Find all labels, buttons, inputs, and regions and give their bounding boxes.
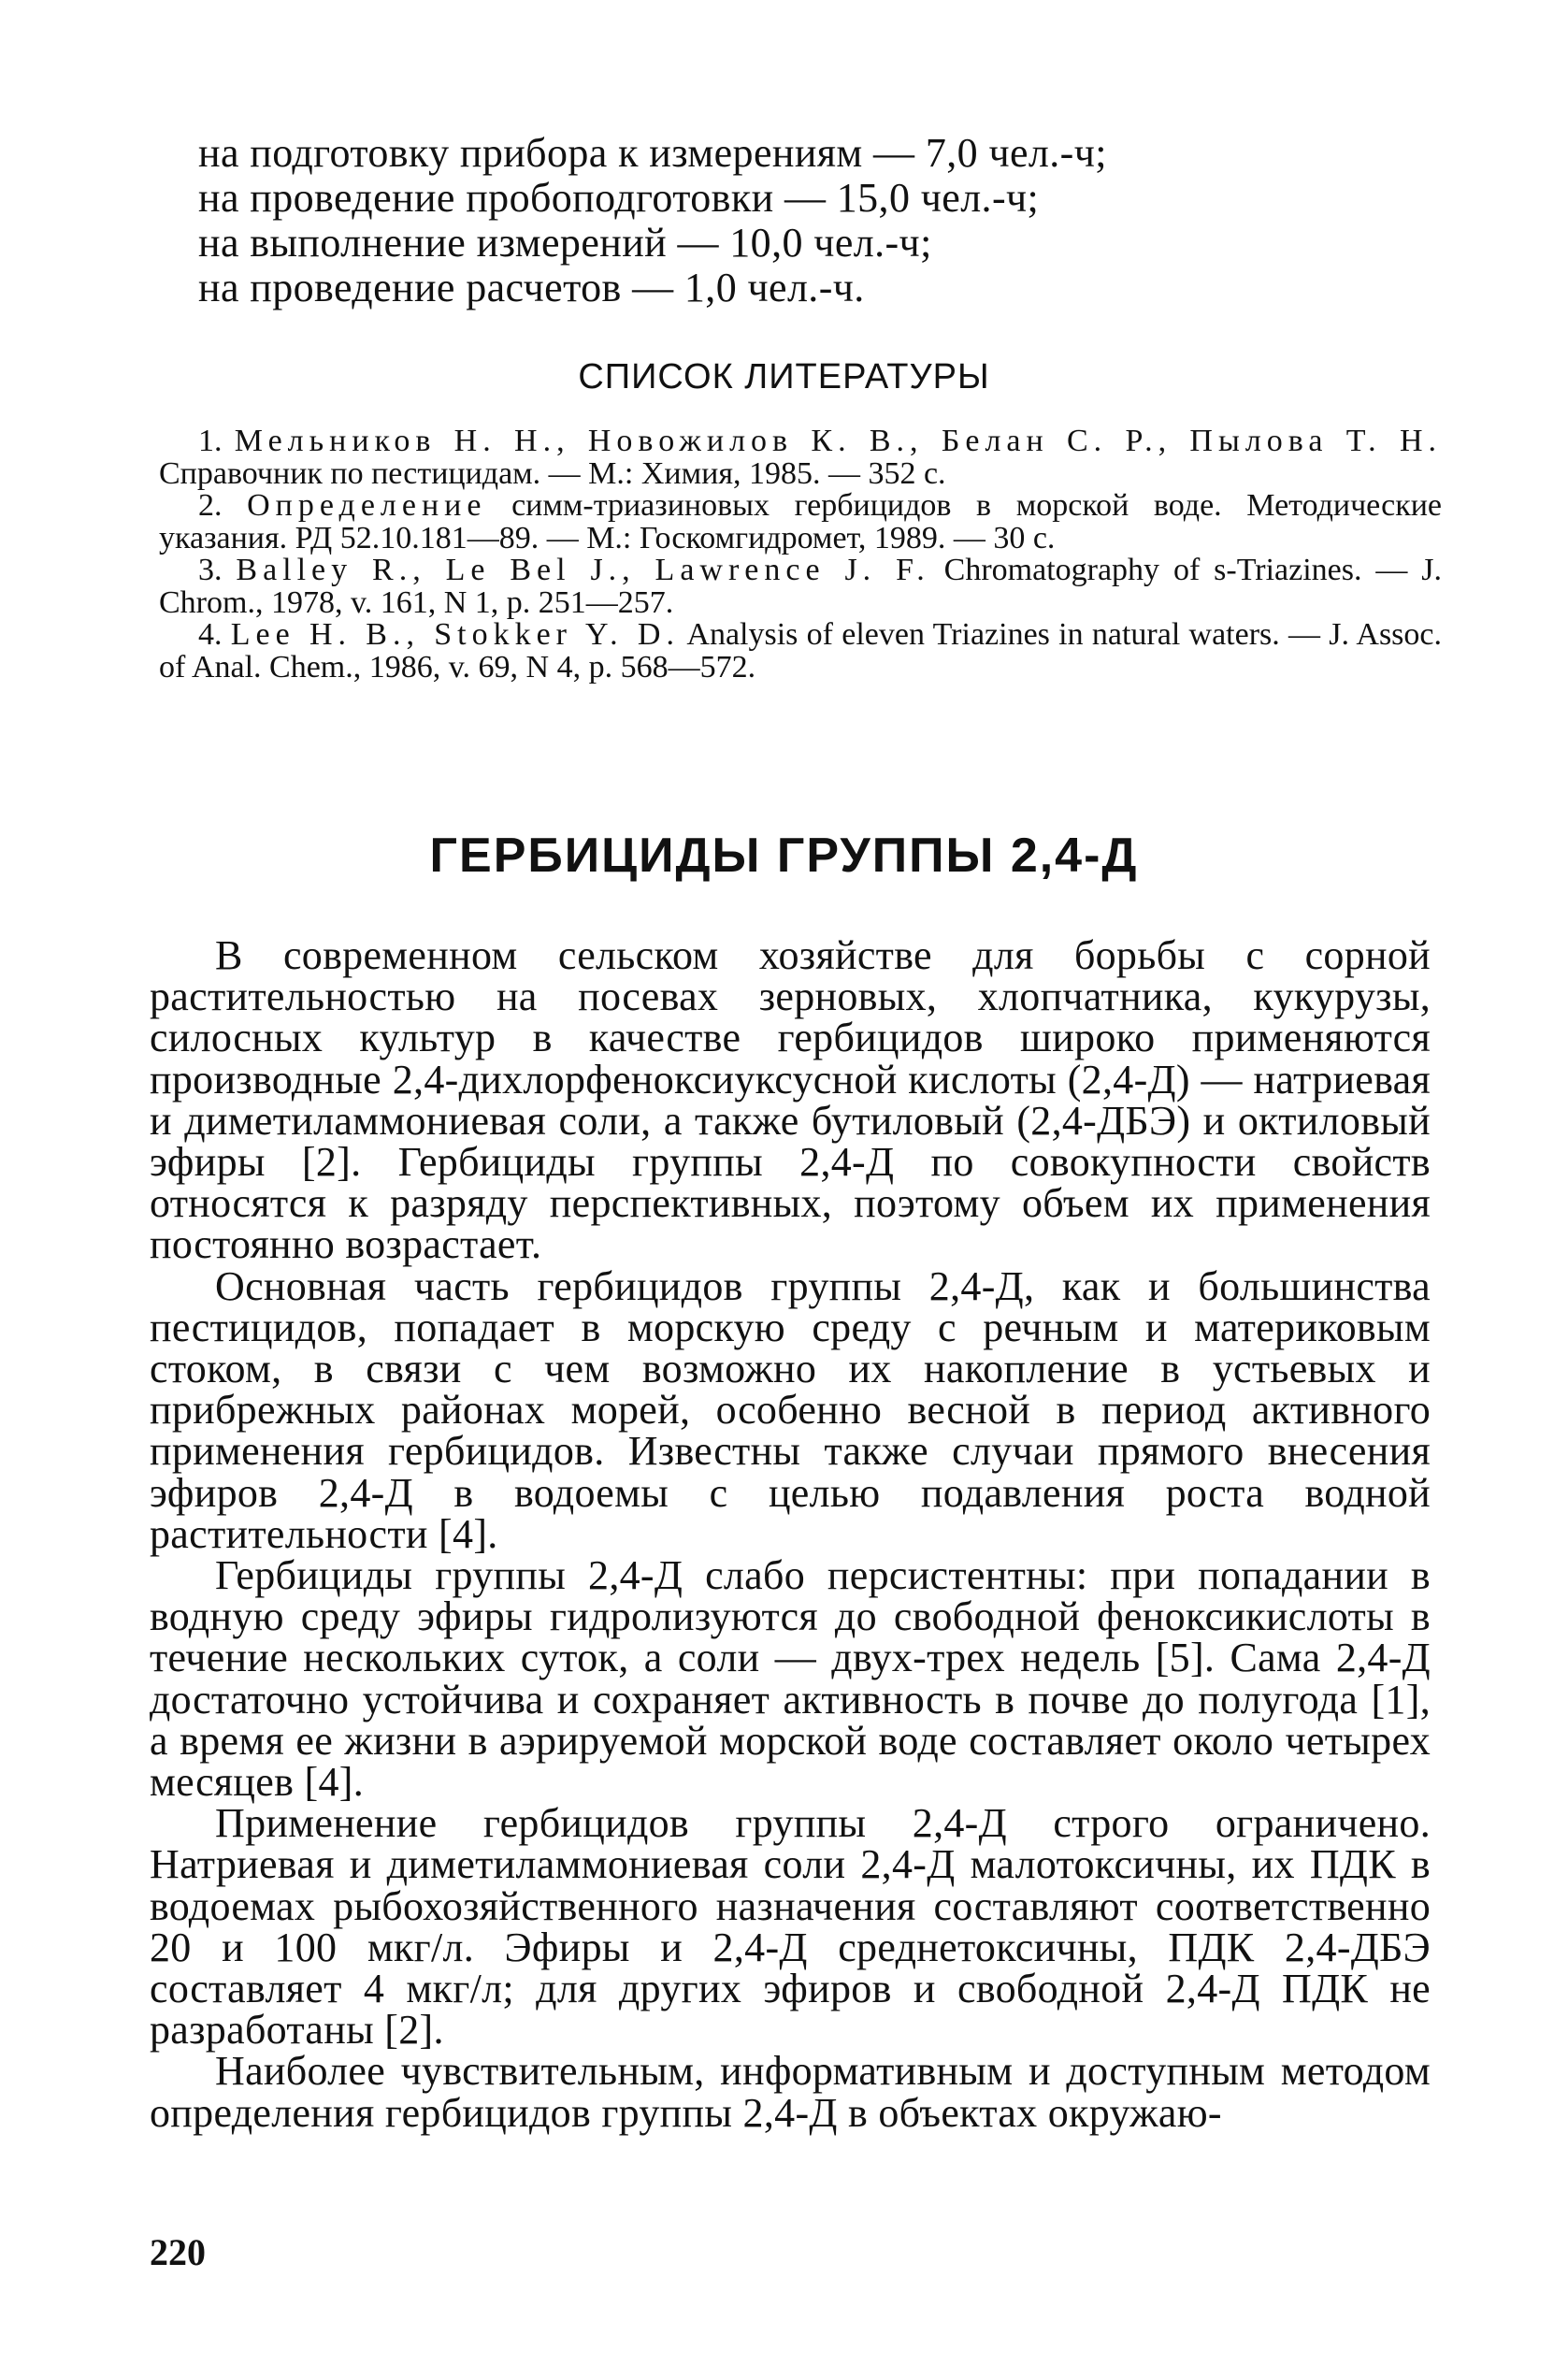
labor-cost-list xyxy=(198,131,1414,310)
body-paragraph: Гербициды группы 2,4-Д слабо персистентны: при попадании в водную среду эфиры гидролизуются до свободной феноксикислоты в течение нескольких суток, а соли — двух-трех недель [5]. Сама 2,4-Д достаточно устойчива и сохраняет активность в почве до полугода [1], а время ее жизни в аэрируемой морской воде составляет около четырех месяцев [4]. xyxy=(150,1552,1431,1806)
references-heading: СПИСОК ЛИТЕРАТУРЫ xyxy=(578,357,990,396)
reference-item xyxy=(159,490,1442,555)
labor-cost-line: на проведение пробоподготовки — 15,0 чел.-ч; xyxy=(198,175,1040,221)
reference-authors: Lee H. B., Stokker Y. D. xyxy=(230,617,680,652)
reference-number: 3. xyxy=(198,553,223,587)
reference-number: 2. xyxy=(198,488,223,523)
reference-details: Analysis of eleven Triazines in natural waters. — J. Assoc. of Anal. Chem., 1986, v. 69, N 4, p. 568—572. xyxy=(159,617,1443,685)
section-body xyxy=(150,932,1431,2136)
reference-details: Chromatography of s-Triazines. — J. Chrom., 1978, v. 161, N 1, p. 251—257. xyxy=(159,553,1443,620)
body-paragraph: Наиболее чувствительным, информативным и доступным методом определения гербицидов группы 2,4-Д в объектах окружаю- xyxy=(150,2048,1431,2136)
reference-details: Справочник по пестицидам. — М.: Химия, 1985. — 352 с. xyxy=(159,455,946,491)
reference-details: симм-триазиновых гербицидов в морской воде. Методические указания. РД 52.10.181—89. — М.: Госкомгидромет, 1989. — 30 с. xyxy=(159,488,1443,555)
reference-item xyxy=(159,619,1442,684)
page-number: 220 xyxy=(150,2231,206,2273)
body-paragraph: Применение гербицидов группы 2,4-Д строго ограничено. Натриевая и диметиламмониевая соли 2,4-Д малотоксичны, их ПДК в водоемах рыбохозяйственного назначения составляют соответственно 20 и 100 мкг/л. Эфиры и 2,4-Д среднетоксичны, ПДК 2,4-ДБЭ составляет 4 мкг/л; для других эфиров и свободной 2,4-Д ПДК не разработаны [2]. xyxy=(150,1800,1431,2054)
reference-number: 1. xyxy=(198,424,223,458)
reference-number: 4. xyxy=(198,617,223,652)
reference-item xyxy=(159,555,1442,619)
section-title: ГЕРБИЦИДЫ ГРУППЫ 2,4-Д xyxy=(429,829,1139,883)
labor-cost-line: на подготовку прибора к измерениям — 7,0 чел.-ч; xyxy=(198,130,1107,176)
body-paragraph: В современном сельском хозяйстве для борьбы с сорной растительностью на посевах зерновых, хлопчатника, кукурузы, силосных культур в качестве гербицидов широко применяются производные 2,4-дихлорфеноксиуксусной кислоты (2,4-Д) — натриевая и диметиламмониевая соли, а также бутиловый (2,4-ДБЭ) и октиловый эфиры [2]. Гербициды группы 2,4-Д по совокупности свойств относятся к разряду перспективных, поэтому объем их применения постоянно возрастает. xyxy=(150,932,1431,1268)
labor-cost-line: на выполнение измерений — 10,0 чел.-ч; xyxy=(198,220,932,266)
references-list xyxy=(159,425,1442,684)
reference-item xyxy=(159,425,1442,490)
reference-authors: Balley R., Le Bel J., Lawrence J. F. xyxy=(236,553,930,587)
reference-authors: Мельников Н. Н., Новожилов К. В., Белан С. Р., Пылова Т. Н. xyxy=(234,424,1442,458)
labor-cost-line: на проведение расчетов — 1,0 чел.-ч. xyxy=(198,265,865,310)
reference-authors: Определение xyxy=(247,488,487,523)
body-paragraph: Основная часть гербицидов группы 2,4-Д, как и большинства пестицидов, попадает в морскую среду с речным и материковым стоком, в связи с чем возможно их накопление в устьевых и прибрежных районах морей, особенно весной в период активного применения гербицидов. Известны также случаи прямого внесения эфиров 2,4-Д в водоемы с целью подавления роста водной растительности [4]. xyxy=(150,1262,1431,1557)
